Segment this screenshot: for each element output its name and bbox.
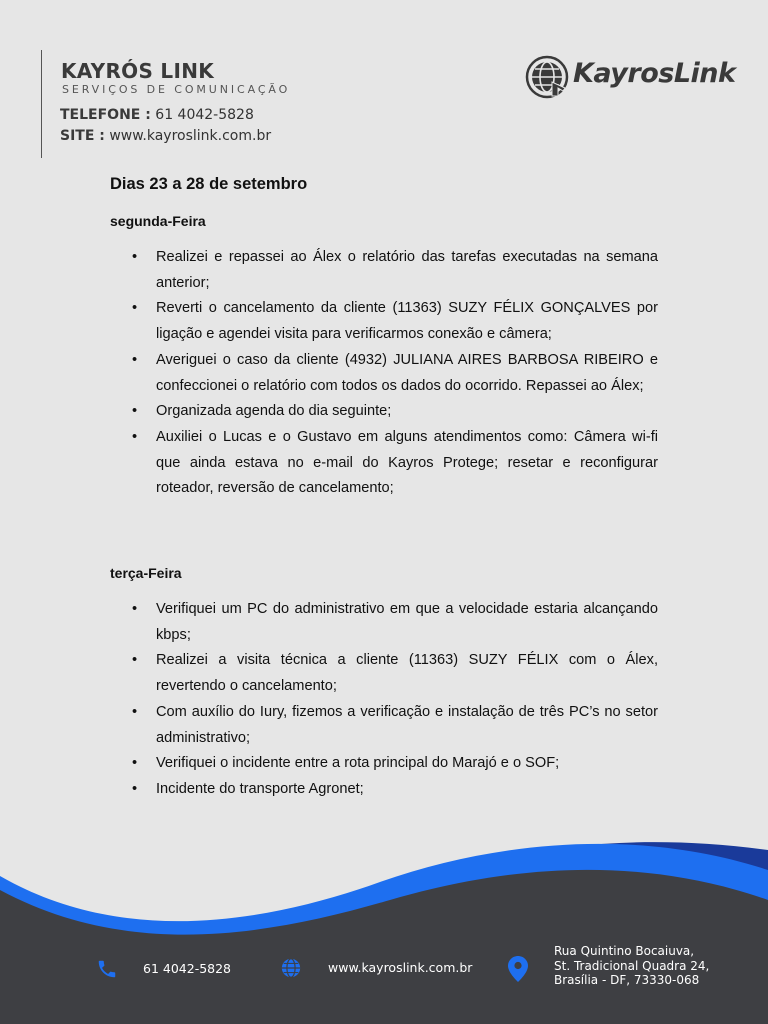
brand-subtitle: SERVIÇOS DE COMUNICAÇÃO: [62, 83, 291, 96]
address-line: St. Tradicional Quadra 24,: [554, 958, 710, 973]
day-heading-tuesday: terça-Feira: [110, 565, 182, 581]
list-item: • Com auxílio do Iury, fizemos a verificação e instalação de três PC’s no setor administrativo;: [110, 700, 658, 751]
kayros-logo: [525, 54, 735, 100]
address-line: Brasília - DF, 73330-068: [554, 973, 700, 987]
phone-icon: [96, 958, 118, 980]
day-heading-monday: segunda-Feira: [110, 213, 206, 229]
site-value: www.kayroslink.com.br: [109, 128, 272, 144]
phone-label: TELEFONE :: [60, 107, 151, 123]
header-divider: [41, 50, 42, 158]
list-item: • Auxiliei o Lucas e o Gustavo em alguns atendimentos como: Câmera wi-fi que ainda estava no e-mail do Kayros Protege; resetar e reconfigurar roteador, reversão de cancelamento;: [110, 425, 658, 502]
list-item: • Averiguei o caso da cliente (4932) JULIANA AIRES BARBOSA RIBEIRO e confeccionei o relatório com todos os dados do ocorrido. Repassei ao Álex;: [110, 348, 658, 399]
task-list-tuesday: [110, 597, 658, 803]
address-line: Rua Quintino Bocaiuva,: [554, 944, 695, 958]
document-title: Dias 23 a 28 de setembro: [110, 175, 308, 193]
header-phone: [60, 107, 254, 123]
list-item: • Verifiquei um PC do administrativo em que a velocidade estaria alcançando kbps;: [110, 597, 658, 648]
footer-wave: [0, 820, 768, 1024]
task-list-monday: [110, 245, 658, 502]
location-pin-icon: [508, 956, 528, 982]
footer-phone: 61 4042-5828: [143, 961, 232, 976]
site-label: SITE :: [60, 128, 105, 144]
footer-website: www.kayroslink.com.br: [328, 960, 473, 975]
list-item: • Realizei a visita técnica a cliente (11363) SUZY FÉLIX com o Álex, revertendo o cancelamento;: [110, 648, 658, 699]
logo-text: KayrosLink: [573, 58, 736, 89]
list-item: • Organizada agenda do dia seguinte;: [110, 399, 658, 425]
list-item: • Reverti o cancelamento da cliente (11363) SUZY FÉLIX GONÇALVES por ligação e agendei visita para verificarmos conexão e câmera;: [110, 296, 658, 347]
list-item: • Incidente do transporte Agronet;: [110, 777, 658, 803]
header-site: [60, 128, 271, 144]
brand-name: KAYRÓS LINK: [61, 59, 215, 83]
list-item: • Verifiquei o incidente entre a rota principal do Marajó e o SOF;: [110, 751, 658, 777]
list-item: • Realizei e repassei ao Álex o relatório das tarefas executadas na semana anterior;: [110, 245, 658, 296]
phone-value: 61 4042-5828: [155, 107, 254, 123]
globe-icon: [280, 957, 302, 979]
footer-address: [554, 944, 709, 988]
globe-logo-icon: [525, 55, 569, 99]
